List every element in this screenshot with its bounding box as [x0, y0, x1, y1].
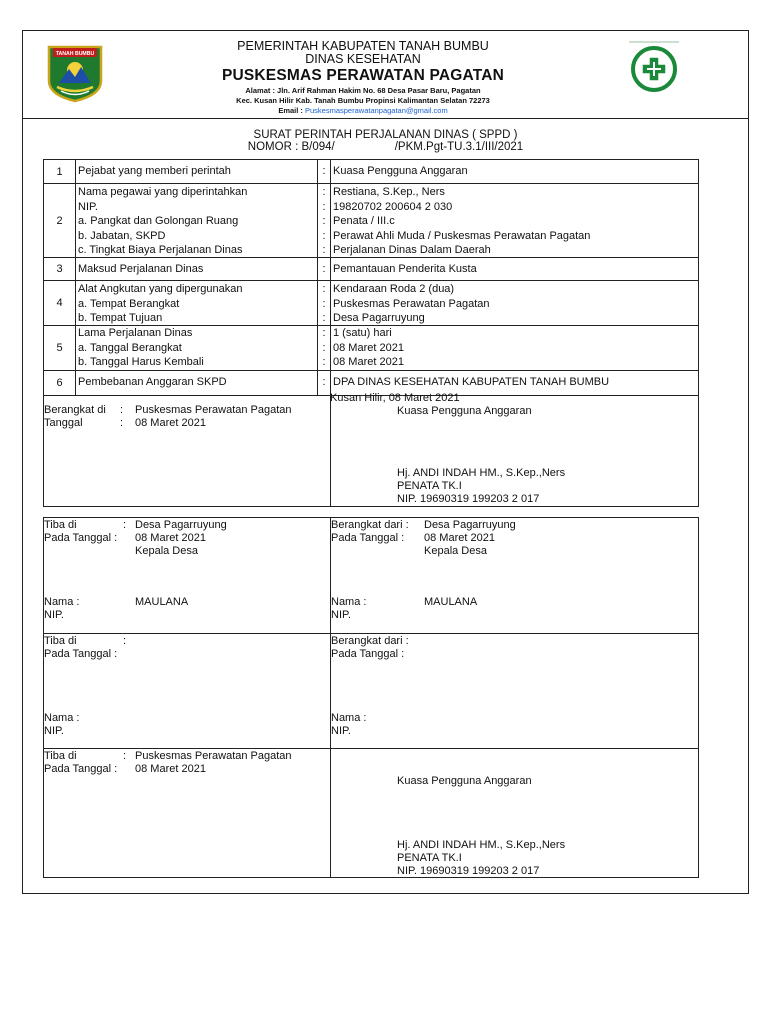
arrival-place: Desa Pagarruyung — [135, 519, 227, 531]
address-line-1: Alamat : Jln. Arif Rahman Hakim No. 68 Desa Pasar Baru, Pagatan — [245, 86, 481, 95]
signer-role: Kuasa Pengguna Anggaran — [397, 405, 532, 417]
signer-rank: PENATA TK.I — [397, 480, 462, 492]
document-frame — [22, 30, 749, 894]
address-line-2: Kec. Kusan Hilir Kab. Tanah Bumbu Propinsi Kalimantan Selatan 72273 — [236, 96, 490, 105]
departure-date: 08 Maret 2021 — [135, 417, 206, 429]
table-row: 6 Pembebanan Anggaran SKPD : DPA DINAS KESEHATAN KABUPATEN TANAH BUMBU — [44, 371, 698, 395]
document-title: SURAT PERINTAH PERJALANAN DINAS ( SPPD ) — [253, 129, 518, 141]
table-row: 4 Alat Angkutan yang dipergunakan a. Tempat Berangkat b. Tempat Tujuan : : : Kendaraan Roda 2 (dua) Puskesmas Perawatan Pagatan Desa Pagarruyung — [44, 281, 698, 326]
arrival-section-2: Tiba di : Pada Tanggal : Nama : NIP. Berangkat dari : Pada Tanggal : Nama : NIP. — [43, 633, 699, 749]
return-place: Puskesmas Perawatan Pagatan — [135, 750, 292, 762]
email-label: Email : — [278, 106, 303, 115]
official-name: MAULANA — [135, 596, 189, 608]
svg-text:TANAH BUMBU: TANAH BUMBU — [55, 51, 95, 57]
document-number: NOMOR : B/094/ /PKM.Pgt-TU.3.1/III/2021 — [247, 141, 524, 153]
tanah-bumbu-emblem-icon — [45, 43, 105, 103]
table-row: 1 Pejabat yang memberi perintah : Kuasa Pengguna Anggaran — [44, 160, 698, 184]
departure-section: Berangkat di : Puskesmas Perawatan Pagatan Tanggal : 08 Maret 2021 Kusan Hilir, 08 Maret 2021 Kuasa Pengguna Anggaran Hj. ANDI INDAH HM., S.Kep.,Ners PENATA TK.I NIP. 19690319 199203 2 017 — [43, 393, 699, 507]
institution-name: PUSKESMAS PERAWATAN PAGATAN — [221, 67, 505, 84]
signer-nip: NIP. 19690319 199203 2 017 — [397, 493, 540, 505]
departure-place: Puskesmas Perawatan Pagatan — [135, 404, 292, 416]
email-link[interactable]: Puskesmasperawatanpagatan@gmail.com — [305, 106, 448, 115]
table-row: 3 Maksud Perjalanan Dinas : Pemantauan Penderita Kusta — [44, 258, 698, 281]
government-name: PEMERINTAH KABUPATEN TANAH BUMBU — [237, 39, 489, 53]
table-row: 2 Nama pegawai yang diperintahkan NIP. a. Pangkat dan Golongan Ruang b. Jabatan, SKPD c. Tingkat Biaya Perjalanan Dinas : : : : : Restiana, S.Kep., Ners 19820702 200604 2 030 Penata / III.c Perawat Ahli Muda / Puskesmas Perawatan Pagatan Perjalanan Dinas Dalam Daerah — [44, 184, 698, 258]
department-name: DINAS KESEHATAN — [305, 52, 421, 66]
place-date: Kusan Hilir, 08 Maret 2021 — [330, 392, 460, 404]
arrival-section-1: Tiba di : Desa Pagarruyung Pada Tanggal : 08 Maret 2021 Kepala Desa Nama : MAULANA NIP. Berangkat dari : Desa Pagarruyung Pada Tanggal : 08 Maret 2021 Kepala Desa Nama : MAULANA NIP. — [43, 517, 699, 634]
letterhead — [23, 31, 748, 119]
puskesmas-logo-icon — [627, 41, 681, 95]
sppd-detail-table — [43, 159, 699, 396]
signer-name: Hj. ANDI INDAH HM., S.Kep.,Ners — [397, 467, 566, 479]
table-row: 5 Lama Perjalanan Dinas a. Tanggal Berangkat b. Tanggal Harus Kembali : : : 1 (satu) hari 08 Maret 2021 08 Maret 2021 — [44, 326, 698, 371]
return-section: Tiba di : Puskesmas Perawatan Pagatan Pada Tanggal : 08 Maret 2021 Kuasa Pengguna Anggaran Hj. ANDI INDAH HM., S.Kep.,Ners PENATA TK.I NIP. 19690319 199203 2 017 — [43, 748, 699, 878]
